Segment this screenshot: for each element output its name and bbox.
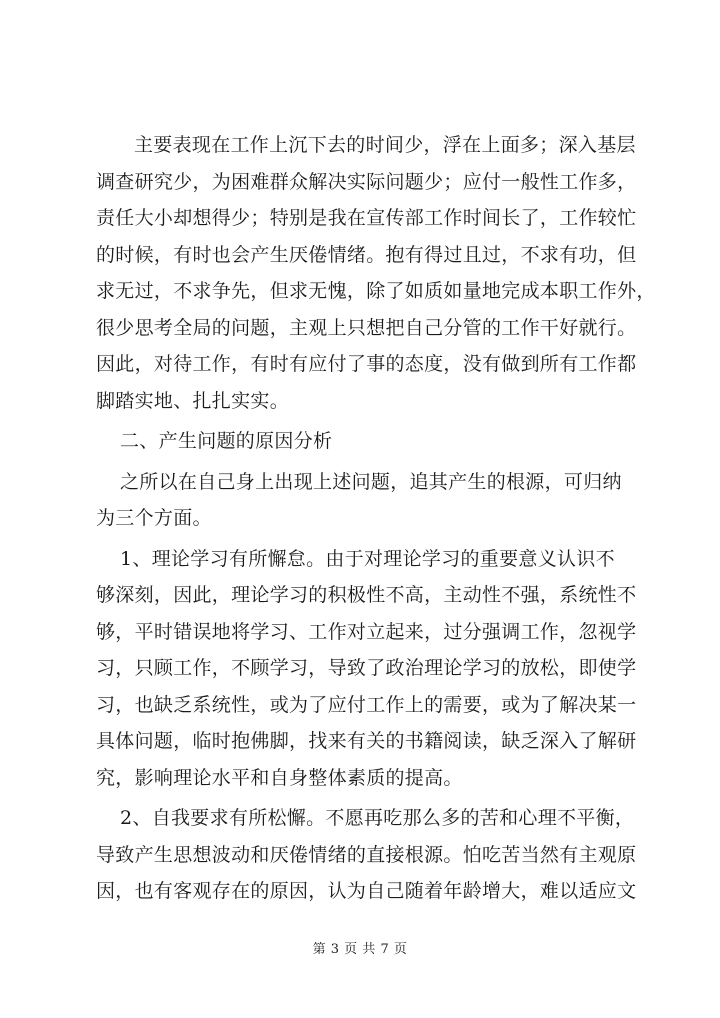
paragraph-line: 求无过，不求争先，但求无愧，除了如质如量地完成本职工作外， [96,280,656,302]
paragraph-line: 2、自我要求有所松懈。不愿再吃那么多的苦和心理不平衡， [120,807,635,829]
page-number-footer: 第 3 页 共 7 页 [312,942,408,957]
paragraph-line: 很少思考全局的问题，主观上只想把自己分管的工作干好就行。 [96,316,637,339]
paragraph-line: 够深刻，因此，理论学习的积极性不高，主动性不强，系统性不 [96,584,637,606]
section-heading: 二、产生问题的原因分析 [120,430,333,452]
paragraph-line: 调查研究少，为困难群众解决实际问题少；应付一般性工作多， [96,170,637,193]
paragraph-line: 之所以在自己身上出现上述问题，追其产生的根源，可归纳 [120,470,622,493]
paragraph-line: 脚踏实地、扎扎实实。 [96,389,290,412]
paragraph-line: 习，只顾工作，不顾学习，导致了政治理论学习的放松，即使学 [96,657,637,679]
document-body [96,127,656,910]
paragraph-line: 够，平时错误地将学习、工作对立起来，过分强调工作，忽视学 [96,620,637,643]
paragraph-line: 因此，对待工作，有时有应付了事的态度，没有做到所有工作都 [96,353,637,375]
paragraph-line: 的时候，有时也会产生厌倦情绪。抱有得过且过，不求有功，但 [96,243,637,266]
paragraph-line: 主要表现在工作上沉下去的时间少，浮在上面多；深入基层 [134,134,636,156]
paragraph-line: 因，也有客观存在的原因，认为自己随着年龄增大，难以适应文 [96,880,637,902]
paragraph-line: 究，影响理论水平和自身整体素质的提高。 [96,766,463,789]
paragraph-line: 1、理论学习有所懈怠。由于对理论学习的重要意义认识不 [120,547,615,570]
paragraph-line: 导致产生思想波动和厌倦情绪的直接根源。怕吃苦当然有主观原 [96,843,637,866]
paragraph-line: 习，也缺乏系统性，或为了应付工作上的需要，或为了解决某一 [96,693,637,716]
paragraph-line: 责任大小却想得少；特别是我在宣传部工作时间长了，工作较忙 [96,207,637,229]
paragraph-line: 为三个方面。 [96,507,212,529]
paragraph-line: 具体问题，临时抱佛脚，找来有关的书籍阅读，缺乏深入了解研 [96,730,637,752]
